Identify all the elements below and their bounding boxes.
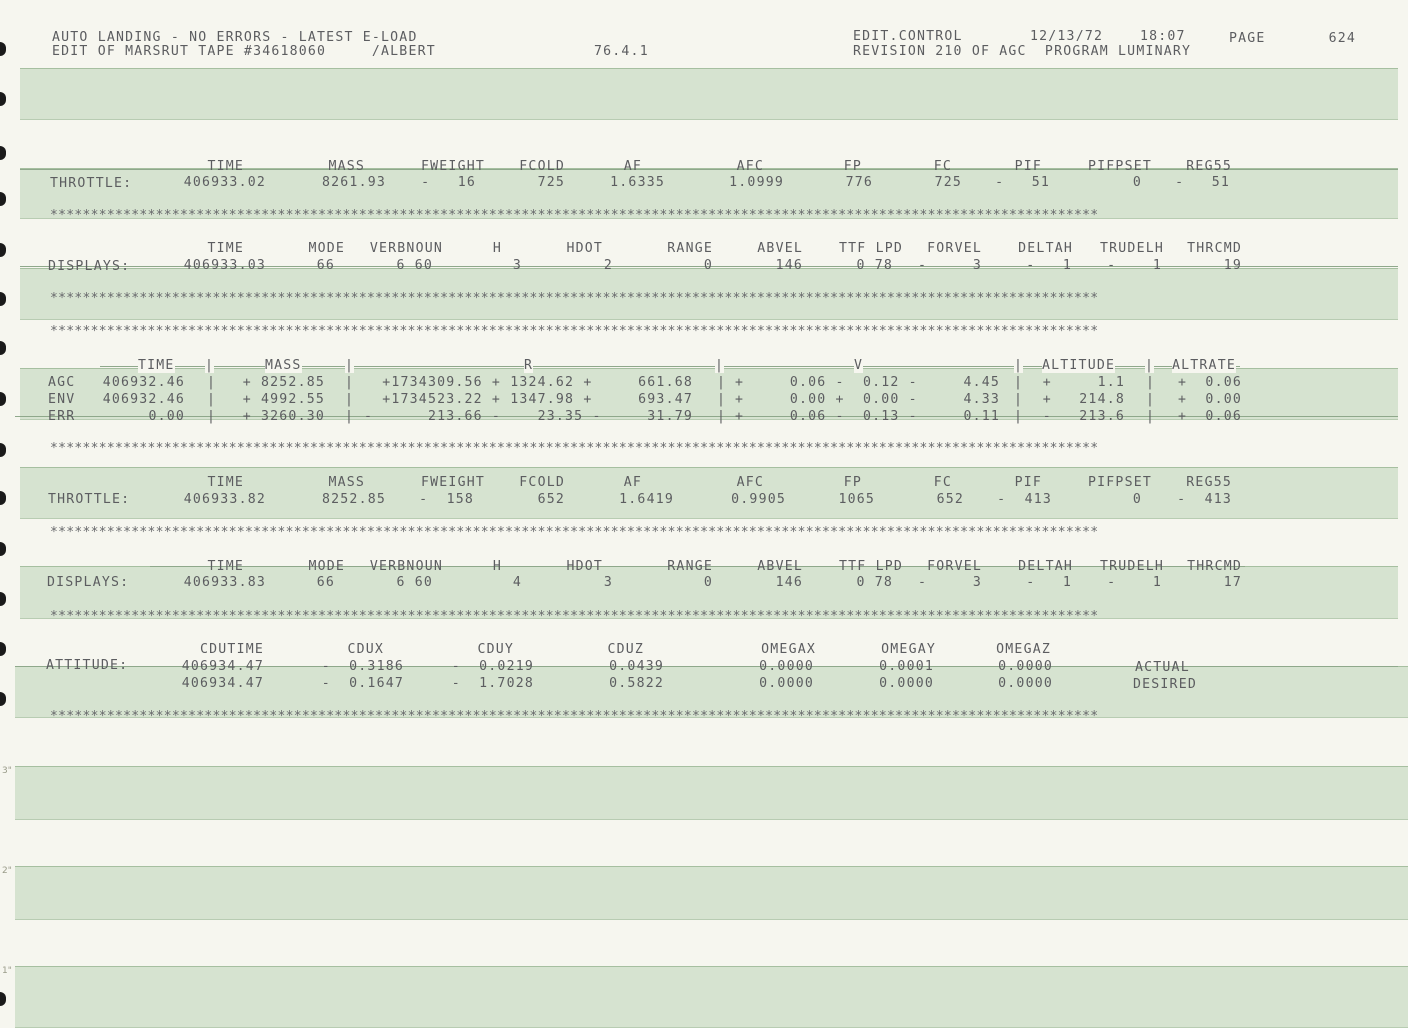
- attitude-tag: DESIRED: [1133, 677, 1197, 692]
- displays-header-time: TIME: [207, 241, 244, 256]
- throttle-reg55: - 51: [1175, 175, 1230, 190]
- tractor-hole: [0, 92, 6, 106]
- tractor-hole: [0, 542, 6, 556]
- page-label: PAGE: [1229, 31, 1266, 46]
- attitude-row-desired: [0, 676, 1408, 692]
- state-altrate: + 0.00: [1178, 392, 1242, 407]
- displays-header-ttf-lpd: TTF LPD: [839, 241, 903, 256]
- throttle-header-fweight: FWEIGHT: [421, 475, 485, 490]
- throttle-fcold: 652: [537, 492, 565, 507]
- state-header-altitude: ALTITUDE: [1042, 358, 1116, 373]
- separator-stars: *********************************************************************************************************************************: [50, 324, 1099, 339]
- displays-h: 3: [512, 258, 522, 273]
- state-header-time: TIME: [138, 358, 175, 373]
- displays-header-mode: MODE: [308, 241, 345, 256]
- displays-header-deltah: DELTAH: [1018, 559, 1073, 574]
- column-divider: |: [715, 358, 725, 373]
- state-row-env: [0, 392, 1408, 408]
- report-time: 18:07: [1140, 29, 1186, 44]
- displays-hdot: 3: [603, 575, 613, 590]
- attitude-tag: ACTUAL: [1135, 660, 1190, 675]
- displays-header-hdot: HDOT: [566, 559, 603, 574]
- report-title: AUTO LANDING - NO ERRORS - LATEST E-LOAD: [52, 30, 418, 45]
- attitude-cduy: - 1.7028: [451, 676, 534, 691]
- displays-deltah: - 1: [1026, 575, 1072, 590]
- separator-stars: *********************************************************************************************************************************: [50, 609, 1099, 624]
- state-header-mass: MASS: [265, 358, 302, 373]
- paper-band: [15, 766, 1408, 820]
- state-altitude: - 213.6: [1042, 409, 1125, 424]
- displays-header-h: H: [492, 241, 502, 256]
- state-row-name: AGC: [48, 375, 76, 390]
- throttle-header-fcold: FCOLD: [519, 475, 565, 490]
- tractor-hole: [0, 243, 6, 257]
- throttle-fp: 1065: [838, 492, 875, 507]
- state-r: - 213.66 - 23.35 - 31.79: [363, 409, 693, 424]
- displays-abvel: 146: [775, 575, 803, 590]
- throttle-pifpset: 0: [1132, 175, 1142, 190]
- attitude-omegay: 0.0001: [879, 659, 934, 674]
- column-divider: |: [345, 392, 355, 407]
- column-divider: |: [1014, 392, 1024, 407]
- displays-label: DISPLAYS:: [47, 575, 130, 590]
- throttle-fcold: 725: [537, 175, 565, 190]
- throttle-pifpset: 0: [1132, 492, 1142, 507]
- state-r: +1734309.56 + 1324.62 + 661.68: [382, 375, 693, 390]
- tractor-hole: [0, 992, 6, 1006]
- state-time: 406932.46: [102, 392, 185, 407]
- throttle-header-afc: AFC: [736, 159, 764, 174]
- state-altrate: + 0.06: [1178, 375, 1242, 390]
- throttle-header-pifpset: PIFPSET: [1088, 475, 1152, 490]
- column-divider: |: [1146, 392, 1156, 407]
- column-divider: |: [345, 375, 355, 390]
- throttle-fweight: - 158: [419, 492, 474, 507]
- displays-h: 4: [512, 575, 522, 590]
- displays-header-abvel: ABVEL: [757, 241, 803, 256]
- throttle-header-af: AF: [623, 159, 642, 174]
- displays-header-mode: MODE: [308, 559, 345, 574]
- throttle-label: THROTTLE:: [50, 176, 133, 191]
- attitude-omegaz: 0.0000: [998, 659, 1053, 674]
- throttle-af: 1.6335: [610, 175, 665, 190]
- state-mass: + 8252.85: [242, 375, 325, 390]
- displays-range: 0: [703, 258, 713, 273]
- throttle-header-fp: FP: [843, 475, 862, 490]
- state-altitude: + 1.1: [1042, 375, 1125, 390]
- column-divider: |: [1014, 409, 1024, 424]
- attitude-header-cdutime: CDUTIME: [200, 642, 264, 657]
- column-divider: |: [717, 375, 727, 390]
- throttle-header-mass: MASS: [328, 475, 365, 490]
- state-time: 0.00: [148, 409, 185, 424]
- throttle-mass: 8261.93: [322, 175, 386, 190]
- attitude-header-omegaz: OMEGAZ: [996, 642, 1051, 657]
- displays-trudelh: - 1: [1107, 575, 1162, 590]
- paper-band: [15, 966, 1408, 1028]
- state-header-v: V: [854, 358, 864, 373]
- displays-verbnoun: 6 60: [396, 258, 433, 273]
- attitude-cduz: 0.0439: [609, 659, 664, 674]
- state-altitude: + 214.8: [1042, 392, 1125, 407]
- throttle-header-fc: FC: [933, 159, 952, 174]
- attitude-row-actual: [0, 659, 1408, 675]
- tractor-hole: [0, 642, 6, 656]
- throttle-header-reg55: REG55: [1186, 159, 1232, 174]
- throttle-header-time: TIME: [207, 475, 244, 490]
- state-mass: + 4992.55: [242, 392, 325, 407]
- attitude-header-cduz: CDUZ: [607, 642, 644, 657]
- throttle-fc: 652: [936, 492, 964, 507]
- report-subtitle: EDIT OF MARSRUT TAPE #34618060 /ALBERT: [52, 44, 436, 59]
- attitude-omegax: 0.0000: [759, 676, 814, 691]
- column-divider: |: [1146, 409, 1156, 424]
- displays-deltah: - 1: [1026, 258, 1072, 273]
- throttle-afc: 0.9905: [731, 492, 786, 507]
- throttle-header-fc: FC: [933, 475, 952, 490]
- page-number: 624: [1328, 31, 1356, 46]
- displays-range: 0: [703, 575, 713, 590]
- displays-header-trudelh: TRUDELH: [1100, 559, 1164, 574]
- throttle-fc: 725: [934, 175, 962, 190]
- attitude-header-omegax: OMEGAX: [761, 642, 816, 657]
- column-divider: |: [717, 409, 727, 424]
- displays-hdot: 2: [603, 258, 613, 273]
- throttle-fweight: - 16: [421, 175, 476, 190]
- column-divider: |: [345, 358, 355, 373]
- revision-line: REVISION 210 OF AGC PROGRAM LUMINARY: [853, 44, 1192, 59]
- throttle-pif: - 51: [995, 175, 1050, 190]
- column-divider: |: [1145, 358, 1155, 373]
- margin-mark: 1": [2, 966, 12, 976]
- state-row-err: [0, 409, 1408, 425]
- tractor-hole: [0, 341, 6, 355]
- displays-time: 406933.83: [183, 575, 266, 590]
- attitude-label: ATTITUDE:: [46, 658, 129, 673]
- separator-stars: *********************************************************************************************************************************: [50, 441, 1099, 456]
- separator-stars: *********************************************************************************************************************************: [50, 291, 1099, 306]
- throttle-time: 406933.82: [183, 492, 266, 507]
- displays-header-verbnoun: VERBNOUN: [369, 241, 443, 256]
- tractor-hole: [0, 692, 6, 706]
- tractor-hole: [0, 443, 6, 457]
- tractor-hole: [0, 192, 6, 206]
- column-divider: |: [1014, 375, 1024, 390]
- paper-band: [20, 68, 1398, 120]
- throttle-label: THROTTLE:: [48, 492, 131, 507]
- attitude-omegaz: 0.0000: [998, 676, 1053, 691]
- attitude-header-cdux: CDUX: [347, 642, 384, 657]
- margin-mark: 3": [2, 766, 12, 776]
- state-v: + 0.06 - 0.12 - 4.45: [735, 375, 1001, 390]
- state-header-r: R: [524, 358, 534, 373]
- displays-thrcmd: 19: [1223, 258, 1242, 273]
- throttle-fp: 776: [845, 175, 873, 190]
- displays-header-deltah: DELTAH: [1018, 241, 1073, 256]
- throttle-header-pif: PIF: [1014, 159, 1042, 174]
- throttle-header-fp: FP: [843, 159, 862, 174]
- displays-header-thrcmd: THRCMD: [1187, 241, 1242, 256]
- version-number: 76.4.1: [594, 44, 649, 59]
- column-divider: |: [207, 392, 217, 407]
- throttle-header-pifpset: PIFPSET: [1088, 159, 1152, 174]
- displays-label: DISPLAYS:: [48, 259, 131, 274]
- displays-header-forvel: FORVEL: [927, 241, 982, 256]
- throttle-header-fweight: FWEIGHT: [421, 159, 485, 174]
- state-row-name: ERR: [48, 409, 76, 424]
- separator-stars: *********************************************************************************************************************************: [50, 709, 1099, 724]
- tractor-hole: [0, 592, 6, 606]
- displays-mode: 66: [316, 258, 335, 273]
- state-v: + 0.06 - 0.13 - 0.11: [735, 409, 1001, 424]
- state-time: 406932.46: [102, 375, 185, 390]
- column-divider: |: [1146, 375, 1156, 390]
- tractor-hole: [0, 491, 6, 505]
- attitude-cdux: - 0.1647: [321, 676, 404, 691]
- displays-thrcmd: 17: [1223, 575, 1242, 590]
- displays-header-range: RANGE: [667, 241, 713, 256]
- attitude-omegay: 0.0000: [879, 676, 934, 691]
- separator-stars: *********************************************************************************************************************************: [50, 525, 1099, 540]
- separator-stars: *********************************************************************************************************************************: [50, 208, 1099, 223]
- displays-abvel: 146: [775, 258, 803, 273]
- attitude-omegax: 0.0000: [759, 659, 814, 674]
- attitude-cdutime: 406934.47: [181, 676, 264, 691]
- state-row-agc: [0, 375, 1408, 391]
- report-date: 12/13/72: [1030, 29, 1104, 44]
- displays-header-h: H: [492, 559, 502, 574]
- displays-header-hdot: HDOT: [566, 241, 603, 256]
- displays-ttf-lpd: 0 78: [856, 258, 893, 273]
- column-divider: |: [207, 409, 217, 424]
- throttle-afc: 1.0999: [729, 175, 784, 190]
- displays-header-thrcmd: THRCMD: [1187, 559, 1242, 574]
- throttle-time: 406933.02: [183, 175, 266, 190]
- displays-header-ttf-lpd: TTF LPD: [839, 559, 903, 574]
- column-divider: |: [1014, 358, 1024, 373]
- attitude-cdutime: 406934.47: [181, 659, 264, 674]
- throttle-header-fcold: FCOLD: [519, 159, 565, 174]
- throttle-pif: - 413: [997, 492, 1052, 507]
- displays-header-time: TIME: [207, 559, 244, 574]
- displays-header-abvel: ABVEL: [757, 559, 803, 574]
- displays-header-range: RANGE: [667, 559, 713, 574]
- state-row-name: ENV: [48, 392, 76, 407]
- throttle-header-pif: PIF: [1014, 475, 1042, 490]
- paper-band: [15, 866, 1408, 920]
- column-divider: |: [345, 409, 355, 424]
- state-r: +1734523.22 + 1347.98 + 693.47: [382, 392, 693, 407]
- attitude-cduz: 0.5822: [609, 676, 664, 691]
- displays-header-verbnoun: VERBNOUN: [369, 559, 443, 574]
- throttle-header-afc: AFC: [736, 475, 764, 490]
- state-v: + 0.00 + 0.00 - 4.33: [735, 392, 1001, 407]
- tractor-hole: [0, 42, 6, 56]
- column-divider: |: [205, 358, 215, 373]
- program-name: EDIT.CONTROL: [853, 29, 963, 44]
- displays-verbnoun: 6 60: [396, 575, 433, 590]
- column-divider: |: [717, 392, 727, 407]
- attitude-cduy: - 0.0219: [451, 659, 534, 674]
- throttle-reg55: - 413: [1177, 492, 1232, 507]
- displays-forvel: - 3: [918, 575, 982, 590]
- throttle-af: 1.6419: [619, 492, 674, 507]
- displays-time: 406933.03: [183, 258, 266, 273]
- throttle-header-reg55: REG55: [1186, 475, 1232, 490]
- displays-forvel: - 3: [918, 258, 982, 273]
- margin-mark: 2": [2, 866, 12, 876]
- tractor-hole: [0, 146, 6, 160]
- displays-mode: 66: [316, 575, 335, 590]
- throttle-header-mass: MASS: [328, 159, 365, 174]
- displays-ttf-lpd: 0 78: [856, 575, 893, 590]
- displays-header-forvel: FORVEL: [927, 559, 982, 574]
- column-divider: |: [207, 375, 217, 390]
- displays-header-trudelh: TRUDELH: [1100, 241, 1164, 256]
- throttle-header-time: TIME: [207, 159, 244, 174]
- state-altrate: + 0.06: [1178, 409, 1242, 424]
- attitude-header-omegay: OMEGAY: [881, 642, 936, 657]
- throttle-header-af: AF: [623, 475, 642, 490]
- throttle-mass: 8252.85: [322, 492, 386, 507]
- attitude-header-cduy: CDUY: [477, 642, 514, 657]
- displays-trudelh: - 1: [1107, 258, 1162, 273]
- tractor-hole: [0, 292, 6, 306]
- state-header-altrate: ALTRATE: [1172, 358, 1236, 373]
- attitude-cdux: - 0.3186: [321, 659, 404, 674]
- state-mass: + 3260.30: [242, 409, 325, 424]
